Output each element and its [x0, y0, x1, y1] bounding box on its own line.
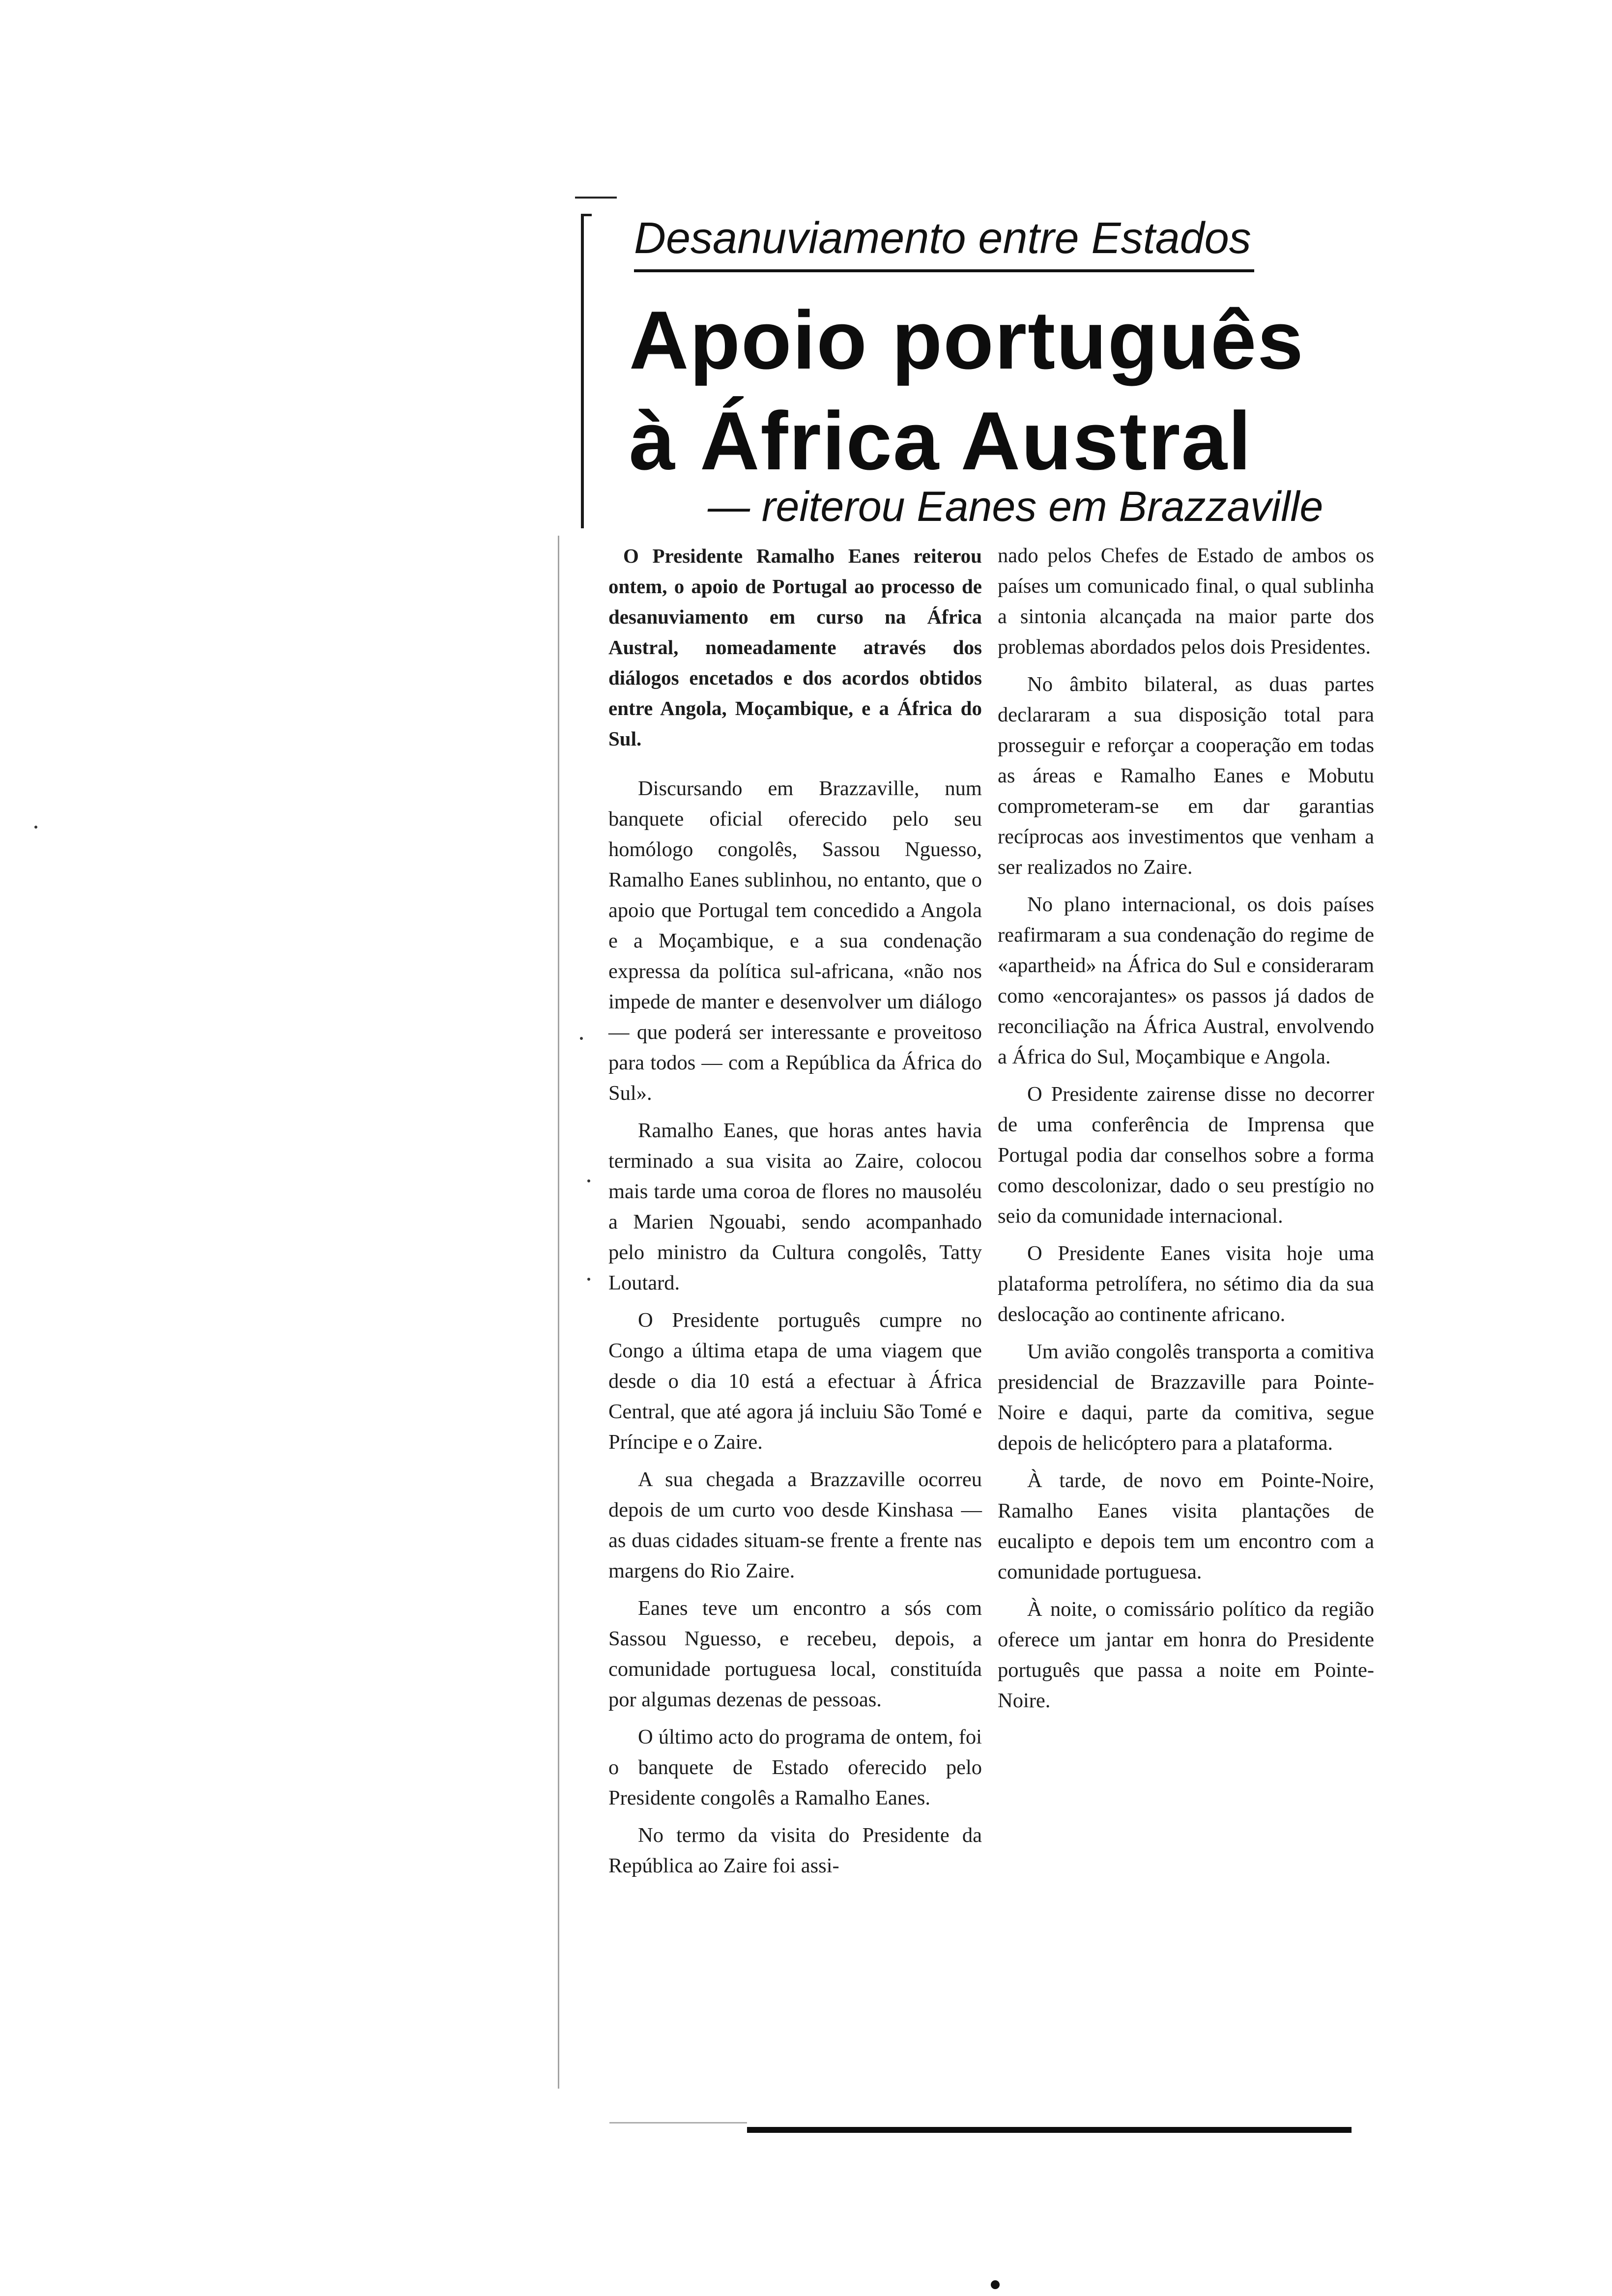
scan-speck	[587, 1278, 590, 1281]
body-paragraph: O Presidente português cumpre no Congo a última etapa de uma viagem que desde o dia 10 está a efectuar à África Central, que até agora já incluiu São Tomé e Príncipe e o Zaire.	[608, 1309, 982, 1454]
column-rule-tick	[581, 214, 592, 216]
margin-rule	[558, 536, 559, 2089]
article-kicker: Desanuviamento entre Estados	[634, 214, 1251, 263]
body-paragraph: Discursando em Brazzaville, num banquete oficial oferecido pelo seu homólogo congolês, Sassou Nguesso, Ramalho Eanes sublinhou, no entanto, que o apoio que Portugal tem concedido a Angola e a Moçambique, e a sua condenação expressa da política sul-africana, «não nos impede de manter e desenvolver um diálogo — que poderá ser interessante e proveitoso para todos — com a República da África do Sul».	[608, 777, 982, 1105]
body-paragraph: O Presidente zairense disse no decorrer de uma conferência de Imprensa que Portugal podia dar conselhos sobre a forma como descolonizar, dado o seu prestígio no seio da comunidade internacional.	[998, 1083, 1374, 1228]
column-rule	[581, 214, 584, 528]
body-paragraph: O último acto do programa de ontem, foi o banquete de Estado oferecido pelo Presidente congolês a Ramalho Eanes.	[608, 1725, 982, 1809]
body-paragraph: À tarde, de novo em Pointe-Noire, Ramalho Eanes visita plantações de eucalipto e depois tem um encontro com a comunidade portuguesa.	[998, 1469, 1374, 1583]
scan-dot	[991, 2280, 1000, 2289]
headline-line-2: à África Austral	[629, 395, 1252, 487]
article-end-rule-faint	[609, 2122, 747, 2124]
body-paragraph: No plano internacional, os dois países reafirmaram a sua condenação do regime de «apartheid» na África do Sul e consideraram como «encorajantes» os passos já dados de reconciliação na África Austral, envolvendo a África do Sul, Moçambique e Angola.	[998, 893, 1374, 1068]
scan-speck	[34, 826, 37, 829]
article-deck: — reiterou Eanes em Brazzaville	[708, 483, 1324, 530]
scan-mark	[575, 197, 617, 199]
scan-speck	[587, 1179, 590, 1182]
body-paragraph: A sua chegada a Brazzaville ocorreu depois de um curto voo desde Kinshasa — as duas cidades situam-se frente a frente nas margens do Rio Zaire.	[608, 1468, 982, 1582]
body-paragraph: No âmbito bilateral, as duas partes declararam a sua disposição total para prosseguir e reforçar a cooperação em todas as áreas e Ramalho Eanes e Mobutu comprometeram-se em dar garantias recíprocas aos investimentos que venham a ser realizados no Zaire.	[998, 673, 1374, 879]
headline-line-1: Apoio português	[629, 294, 1304, 386]
lead-paragraph: O Presidente Ramalho Eanes reiterou ontem, o apoio de Portugal ao processo de desanuviamento em curso na África Austral, nomeadamente através dos diálogos encetados e dos acordos obtidos entre Angola, Moçambique, e a África do Sul.	[608, 545, 982, 750]
body-paragraph: Um avião congolês transporta a comitiva presidencial de Brazzaville para Pointe-Noire e daqui, parte da comitiva, segue depois de helicóptero para a plataforma.	[998, 1340, 1374, 1455]
kicker-underline	[634, 269, 1254, 272]
body-paragraph: À noite, o comissário político da região oferece um jantar em honra do Presidente português que passa a noite em Pointe-Noire.	[998, 1598, 1374, 1712]
body-paragraph: O Presidente Eanes visita hoje uma plataforma petrolífera, no sétimo dia da sua deslocação ao continente africano.	[998, 1242, 1374, 1326]
continued-paragraph: nado pelos Chefes de Estado de ambos os países um comunicado final, o qual sublinha a sintonia alcançada na maior parte dos problemas abordados pelos dois Presidentes.	[998, 544, 1374, 659]
article-headline	[629, 290, 1396, 491]
article-end-rule	[747, 2127, 1352, 2133]
text-column-right	[998, 541, 1374, 1723]
text-column-left	[608, 541, 982, 1888]
body-paragraph: Eanes teve um encontro a sós com Sassou Nguesso, e recebeu, depois, a comunidade portuguesa local, constituída por algumas dezenas de pessoas.	[608, 1597, 982, 1711]
body-paragraph: No termo da visita do Presidente da República ao Zaire foi assi-	[608, 1824, 982, 1877]
scan-speck	[580, 1037, 583, 1040]
body-paragraph: Ramalho Eanes, que horas antes havia terminado a sua visita ao Zaire, colocou mais tarde uma coroa de flores no mausoléu a Marien Ngouabi, sendo acompanhado pelo ministro da Cultura congolês, Tatty Loutard.	[608, 1119, 982, 1294]
